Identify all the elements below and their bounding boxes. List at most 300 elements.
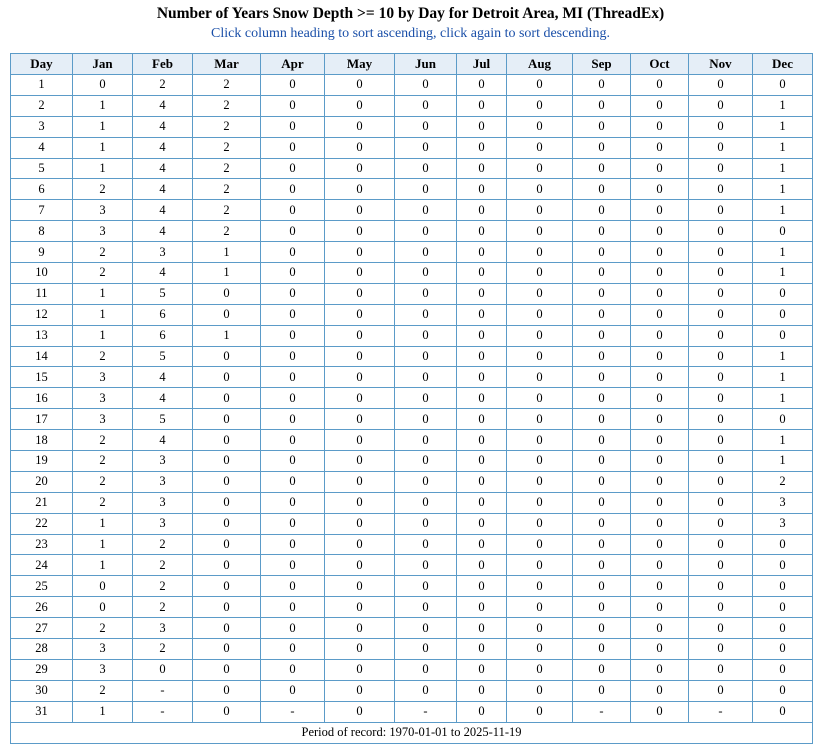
value-cell-aug: 0	[507, 388, 573, 409]
value-cell-aug: 0	[507, 659, 573, 680]
value-cell-jul: 0	[457, 221, 507, 242]
value-cell-mar: 0	[193, 346, 261, 367]
value-cell-nov: 0	[689, 659, 753, 680]
day-cell: 24	[11, 555, 73, 576]
value-cell-aug: 0	[507, 116, 573, 137]
value-cell-nov: 0	[689, 325, 753, 346]
value-cell-dec: 0	[753, 75, 813, 96]
value-cell-feb: 3	[133, 471, 193, 492]
value-cell-apr: 0	[261, 680, 325, 701]
value-cell-may: 0	[325, 200, 395, 221]
table-row	[11, 75, 813, 96]
value-cell-apr: 0	[261, 116, 325, 137]
column-header-day[interactable]: Day	[11, 54, 73, 75]
value-cell-apr: 0	[261, 388, 325, 409]
value-cell-may: 0	[325, 576, 395, 597]
value-cell-mar: 2	[193, 200, 261, 221]
value-cell-nov: 0	[689, 680, 753, 701]
value-cell-jul: 0	[457, 179, 507, 200]
sort-instructions: Click column heading to sort ascending, click again to sort descending.	[211, 26, 610, 41]
value-cell-jan: 3	[73, 388, 133, 409]
value-cell-jun: 0	[395, 659, 457, 680]
value-cell-oct: 0	[631, 618, 689, 639]
snow-depth-table	[10, 53, 813, 744]
value-cell-dec: 0	[753, 618, 813, 639]
value-cell-apr: 0	[261, 158, 325, 179]
value-cell-mar: 2	[193, 179, 261, 200]
value-cell-dec: 0	[753, 680, 813, 701]
table-row	[11, 367, 813, 388]
value-cell-apr: 0	[261, 618, 325, 639]
value-cell-jun: -	[395, 701, 457, 722]
value-cell-jan: 3	[73, 367, 133, 388]
value-cell-jun: 0	[395, 555, 457, 576]
table-row	[11, 409, 813, 430]
value-cell-may: 0	[325, 618, 395, 639]
value-cell-dec: 1	[753, 179, 813, 200]
value-cell-sep: 0	[573, 388, 631, 409]
value-cell-apr: 0	[261, 200, 325, 221]
value-cell-jun: 0	[395, 221, 457, 242]
value-cell-jun: 0	[395, 367, 457, 388]
value-cell-feb: 2	[133, 75, 193, 96]
value-cell-oct: 0	[631, 639, 689, 660]
value-cell-jan: 1	[73, 116, 133, 137]
value-cell-dec: 0	[753, 409, 813, 430]
value-cell-oct: 0	[631, 659, 689, 680]
table-row	[11, 325, 813, 346]
value-cell-sep: 0	[573, 346, 631, 367]
value-cell-dec: 0	[753, 221, 813, 242]
value-cell-mar: 0	[193, 618, 261, 639]
value-cell-sep: 0	[573, 659, 631, 680]
value-cell-jun: 0	[395, 451, 457, 472]
value-cell-aug: 0	[507, 597, 573, 618]
value-cell-oct: 0	[631, 116, 689, 137]
column-header-jul[interactable]: Jul	[457, 54, 507, 75]
day-cell: 16	[11, 388, 73, 409]
value-cell-aug: 0	[507, 200, 573, 221]
value-cell-aug: 0	[507, 618, 573, 639]
value-cell-mar: 0	[193, 680, 261, 701]
day-cell: 13	[11, 325, 73, 346]
value-cell-apr: 0	[261, 639, 325, 660]
value-cell-nov: 0	[689, 430, 753, 451]
value-cell-may: 0	[325, 388, 395, 409]
value-cell-feb: 0	[133, 659, 193, 680]
value-cell-mar: 2	[193, 75, 261, 96]
value-cell-apr: -	[261, 701, 325, 722]
value-cell-aug: 0	[507, 701, 573, 722]
value-cell-nov: 0	[689, 75, 753, 96]
value-cell-jun: 0	[395, 179, 457, 200]
column-header-dec[interactable]: Dec	[753, 54, 813, 75]
value-cell-jun: 0	[395, 304, 457, 325]
value-cell-jan: 1	[73, 304, 133, 325]
value-cell-feb: 2	[133, 576, 193, 597]
value-cell-apr: 0	[261, 471, 325, 492]
value-cell-apr: 0	[261, 409, 325, 430]
value-cell-nov: 0	[689, 221, 753, 242]
value-cell-feb: 5	[133, 409, 193, 430]
value-cell-may: 0	[325, 430, 395, 451]
value-cell-may: 0	[325, 659, 395, 680]
value-cell-sep: -	[573, 701, 631, 722]
value-cell-dec: 0	[753, 283, 813, 304]
value-cell-sep: 0	[573, 283, 631, 304]
value-cell-aug: 0	[507, 451, 573, 472]
value-cell-jul: 0	[457, 304, 507, 325]
value-cell-may: 0	[325, 95, 395, 116]
day-cell: 10	[11, 263, 73, 284]
day-cell: 12	[11, 304, 73, 325]
value-cell-may: 0	[325, 534, 395, 555]
value-cell-oct: 0	[631, 534, 689, 555]
value-cell-oct: 0	[631, 701, 689, 722]
value-cell-sep: 0	[573, 325, 631, 346]
day-cell: 27	[11, 618, 73, 639]
value-cell-jan: 2	[73, 242, 133, 263]
value-cell-feb: 5	[133, 346, 193, 367]
value-cell-oct: 0	[631, 283, 689, 304]
value-cell-jan: 3	[73, 409, 133, 430]
value-cell-jun: 0	[395, 492, 457, 513]
value-cell-mar: 0	[193, 304, 261, 325]
value-cell-jan: 3	[73, 639, 133, 660]
value-cell-apr: 0	[261, 451, 325, 472]
column-header-feb[interactable]: Feb	[133, 54, 193, 75]
value-cell-mar: 0	[193, 283, 261, 304]
value-cell-feb: 4	[133, 116, 193, 137]
value-cell-jan: 1	[73, 325, 133, 346]
day-cell: 25	[11, 576, 73, 597]
table-row	[11, 116, 813, 137]
value-cell-mar: 2	[193, 221, 261, 242]
value-cell-oct: 0	[631, 409, 689, 430]
value-cell-nov: 0	[689, 116, 753, 137]
value-cell-dec: 0	[753, 534, 813, 555]
day-cell: 22	[11, 513, 73, 534]
value-cell-feb: 2	[133, 597, 193, 618]
value-cell-nov: 0	[689, 346, 753, 367]
value-cell-oct: 0	[631, 75, 689, 96]
value-cell-dec: 1	[753, 95, 813, 116]
day-cell: 30	[11, 680, 73, 701]
value-cell-oct: 0	[631, 513, 689, 534]
value-cell-jan: 1	[73, 95, 133, 116]
value-cell-may: 0	[325, 555, 395, 576]
value-cell-jun: 0	[395, 283, 457, 304]
value-cell-feb: 3	[133, 618, 193, 639]
table-row	[11, 597, 813, 618]
value-cell-oct: 0	[631, 263, 689, 284]
value-cell-apr: 0	[261, 659, 325, 680]
value-cell-may: 0	[325, 471, 395, 492]
value-cell-apr: 0	[261, 576, 325, 597]
value-cell-mar: 1	[193, 242, 261, 263]
value-cell-mar: 0	[193, 513, 261, 534]
value-cell-oct: 0	[631, 179, 689, 200]
day-cell: 5	[11, 158, 73, 179]
value-cell-jul: 0	[457, 95, 507, 116]
value-cell-mar: 0	[193, 492, 261, 513]
value-cell-jun: 0	[395, 158, 457, 179]
value-cell-may: 0	[325, 639, 395, 660]
value-cell-apr: 0	[261, 137, 325, 158]
value-cell-sep: 0	[573, 137, 631, 158]
value-cell-jun: 0	[395, 263, 457, 284]
value-cell-nov: 0	[689, 618, 753, 639]
value-cell-feb: 6	[133, 325, 193, 346]
table-row	[11, 158, 813, 179]
column-header-oct[interactable]: Oct	[631, 54, 689, 75]
value-cell-feb: 4	[133, 200, 193, 221]
table-row	[11, 701, 813, 722]
value-cell-sep: 0	[573, 158, 631, 179]
value-cell-jul: 0	[457, 242, 507, 263]
value-cell-sep: 0	[573, 451, 631, 472]
table-row	[11, 95, 813, 116]
value-cell-apr: 0	[261, 221, 325, 242]
value-cell-sep: 0	[573, 367, 631, 388]
value-cell-dec: 0	[753, 325, 813, 346]
table-row	[11, 200, 813, 221]
value-cell-feb: 3	[133, 242, 193, 263]
column-header-aug[interactable]: Aug	[507, 54, 573, 75]
value-cell-apr: 0	[261, 263, 325, 284]
value-cell-mar: 0	[193, 388, 261, 409]
value-cell-sep: 0	[573, 534, 631, 555]
value-cell-sep: 0	[573, 409, 631, 430]
table-row	[11, 471, 813, 492]
value-cell-oct: 0	[631, 430, 689, 451]
value-cell-oct: 0	[631, 451, 689, 472]
value-cell-may: 0	[325, 179, 395, 200]
value-cell-jul: 0	[457, 409, 507, 430]
value-cell-sep: 0	[573, 95, 631, 116]
day-cell: 3	[11, 116, 73, 137]
value-cell-apr: 0	[261, 534, 325, 555]
value-cell-jul: 0	[457, 200, 507, 221]
value-cell-nov: 0	[689, 409, 753, 430]
value-cell-jan: 1	[73, 158, 133, 179]
value-cell-sep: 0	[573, 263, 631, 284]
value-cell-dec: 1	[753, 263, 813, 284]
value-cell-may: 0	[325, 263, 395, 284]
day-cell: 2	[11, 95, 73, 116]
header-row	[11, 54, 813, 75]
value-cell-nov: 0	[689, 158, 753, 179]
value-cell-mar: 0	[193, 430, 261, 451]
value-cell-dec: 0	[753, 304, 813, 325]
day-cell: 11	[11, 283, 73, 304]
value-cell-dec: 3	[753, 513, 813, 534]
value-cell-mar: 2	[193, 137, 261, 158]
value-cell-aug: 0	[507, 242, 573, 263]
value-cell-feb: 4	[133, 367, 193, 388]
value-cell-may: 0	[325, 304, 395, 325]
value-cell-jul: 0	[457, 283, 507, 304]
value-cell-jun: 0	[395, 75, 457, 96]
value-cell-nov: 0	[689, 513, 753, 534]
value-cell-mar: 1	[193, 325, 261, 346]
value-cell-jul: 0	[457, 680, 507, 701]
value-cell-jul: 0	[457, 346, 507, 367]
column-header-mar[interactable]: Mar	[193, 54, 261, 75]
value-cell-jan: 1	[73, 701, 133, 722]
value-cell-nov: 0	[689, 367, 753, 388]
table-row	[11, 555, 813, 576]
value-cell-jul: 0	[457, 116, 507, 137]
value-cell-nov: 0	[689, 639, 753, 660]
value-cell-feb: 2	[133, 534, 193, 555]
value-cell-dec: 1	[753, 137, 813, 158]
value-cell-aug: 0	[507, 639, 573, 660]
value-cell-sep: 0	[573, 179, 631, 200]
value-cell-mar: 1	[193, 263, 261, 284]
value-cell-sep: 0	[573, 75, 631, 96]
table-row	[11, 534, 813, 555]
value-cell-jun: 0	[395, 346, 457, 367]
value-cell-oct: 0	[631, 95, 689, 116]
value-cell-jun: 0	[395, 618, 457, 639]
value-cell-jun: 0	[395, 680, 457, 701]
value-cell-apr: 0	[261, 513, 325, 534]
value-cell-nov: 0	[689, 200, 753, 221]
table-row	[11, 430, 813, 451]
value-cell-aug: 0	[507, 576, 573, 597]
value-cell-dec: 1	[753, 388, 813, 409]
value-cell-jul: 0	[457, 263, 507, 284]
column-header-jun[interactable]: Jun	[395, 54, 457, 75]
value-cell-jul: 0	[457, 367, 507, 388]
value-cell-mar: 0	[193, 659, 261, 680]
day-cell: 23	[11, 534, 73, 555]
period-of-record: Period of record: 1970-01-01 to 2025-11-19	[11, 722, 813, 743]
column-header-may[interactable]: May	[325, 54, 395, 75]
table-row	[11, 618, 813, 639]
value-cell-may: 0	[325, 158, 395, 179]
table-row	[11, 263, 813, 284]
value-cell-sep: 0	[573, 680, 631, 701]
value-cell-may: 0	[325, 75, 395, 96]
value-cell-jul: 0	[457, 576, 507, 597]
value-cell-apr: 0	[261, 346, 325, 367]
value-cell-aug: 0	[507, 263, 573, 284]
value-cell-feb: 4	[133, 179, 193, 200]
column-header-sep[interactable]: Sep	[573, 54, 631, 75]
table-body	[11, 75, 813, 723]
value-cell-jun: 0	[395, 409, 457, 430]
value-cell-mar: 2	[193, 158, 261, 179]
value-cell-nov: 0	[689, 263, 753, 284]
value-cell-jul: 0	[457, 555, 507, 576]
value-cell-nov: 0	[689, 534, 753, 555]
value-cell-jul: 0	[457, 534, 507, 555]
value-cell-jul: 0	[457, 618, 507, 639]
value-cell-sep: 0	[573, 576, 631, 597]
day-cell: 17	[11, 409, 73, 430]
value-cell-mar: 0	[193, 701, 261, 722]
value-cell-aug: 0	[507, 283, 573, 304]
value-cell-apr: 0	[261, 367, 325, 388]
value-cell-may: 0	[325, 346, 395, 367]
value-cell-sep: 0	[573, 200, 631, 221]
value-cell-dec: 1	[753, 430, 813, 451]
value-cell-jan: 2	[73, 471, 133, 492]
value-cell-apr: 0	[261, 75, 325, 96]
value-cell-jan: 3	[73, 659, 133, 680]
value-cell-apr: 0	[261, 430, 325, 451]
value-cell-nov: 0	[689, 242, 753, 263]
value-cell-dec: 0	[753, 555, 813, 576]
value-cell-oct: 0	[631, 242, 689, 263]
value-cell-feb: 3	[133, 513, 193, 534]
value-cell-mar: 0	[193, 555, 261, 576]
column-header-nov[interactable]: Nov	[689, 54, 753, 75]
value-cell-feb: -	[133, 701, 193, 722]
value-cell-jan: 2	[73, 492, 133, 513]
column-header-jan[interactable]: Jan	[73, 54, 133, 75]
value-cell-apr: 0	[261, 304, 325, 325]
table-row	[11, 346, 813, 367]
value-cell-oct: 0	[631, 492, 689, 513]
value-cell-mar: 0	[193, 639, 261, 660]
value-cell-jun: 0	[395, 430, 457, 451]
value-cell-mar: 0	[193, 471, 261, 492]
value-cell-dec: 3	[753, 492, 813, 513]
value-cell-jun: 0	[395, 471, 457, 492]
footer-row	[11, 722, 813, 743]
value-cell-oct: 0	[631, 346, 689, 367]
value-cell-mar: 0	[193, 576, 261, 597]
value-cell-sep: 0	[573, 430, 631, 451]
day-cell: 8	[11, 221, 73, 242]
value-cell-jun: 0	[395, 95, 457, 116]
value-cell-dec: 0	[753, 576, 813, 597]
value-cell-feb: 4	[133, 263, 193, 284]
value-cell-aug: 0	[507, 95, 573, 116]
value-cell-dec: 1	[753, 451, 813, 472]
value-cell-may: 0	[325, 221, 395, 242]
value-cell-sep: 0	[573, 555, 631, 576]
value-cell-nov: 0	[689, 471, 753, 492]
value-cell-oct: 0	[631, 367, 689, 388]
value-cell-aug: 0	[507, 367, 573, 388]
value-cell-jan: 2	[73, 680, 133, 701]
column-header-apr[interactable]: Apr	[261, 54, 325, 75]
value-cell-mar: 0	[193, 597, 261, 618]
value-cell-jul: 0	[457, 430, 507, 451]
value-cell-nov: 0	[689, 492, 753, 513]
value-cell-may: 0	[325, 701, 395, 722]
value-cell-aug: 0	[507, 137, 573, 158]
value-cell-sep: 0	[573, 618, 631, 639]
value-cell-jun: 0	[395, 576, 457, 597]
value-cell-oct: 0	[631, 221, 689, 242]
value-cell-jul: 0	[457, 471, 507, 492]
value-cell-jul: 0	[457, 325, 507, 346]
value-cell-jul: 0	[457, 639, 507, 660]
value-cell-feb: 4	[133, 137, 193, 158]
value-cell-apr: 0	[261, 492, 325, 513]
value-cell-may: 0	[325, 242, 395, 263]
value-cell-aug: 0	[507, 304, 573, 325]
value-cell-aug: 0	[507, 158, 573, 179]
value-cell-jun: 0	[395, 534, 457, 555]
value-cell-nov: 0	[689, 137, 753, 158]
value-cell-aug: 0	[507, 555, 573, 576]
